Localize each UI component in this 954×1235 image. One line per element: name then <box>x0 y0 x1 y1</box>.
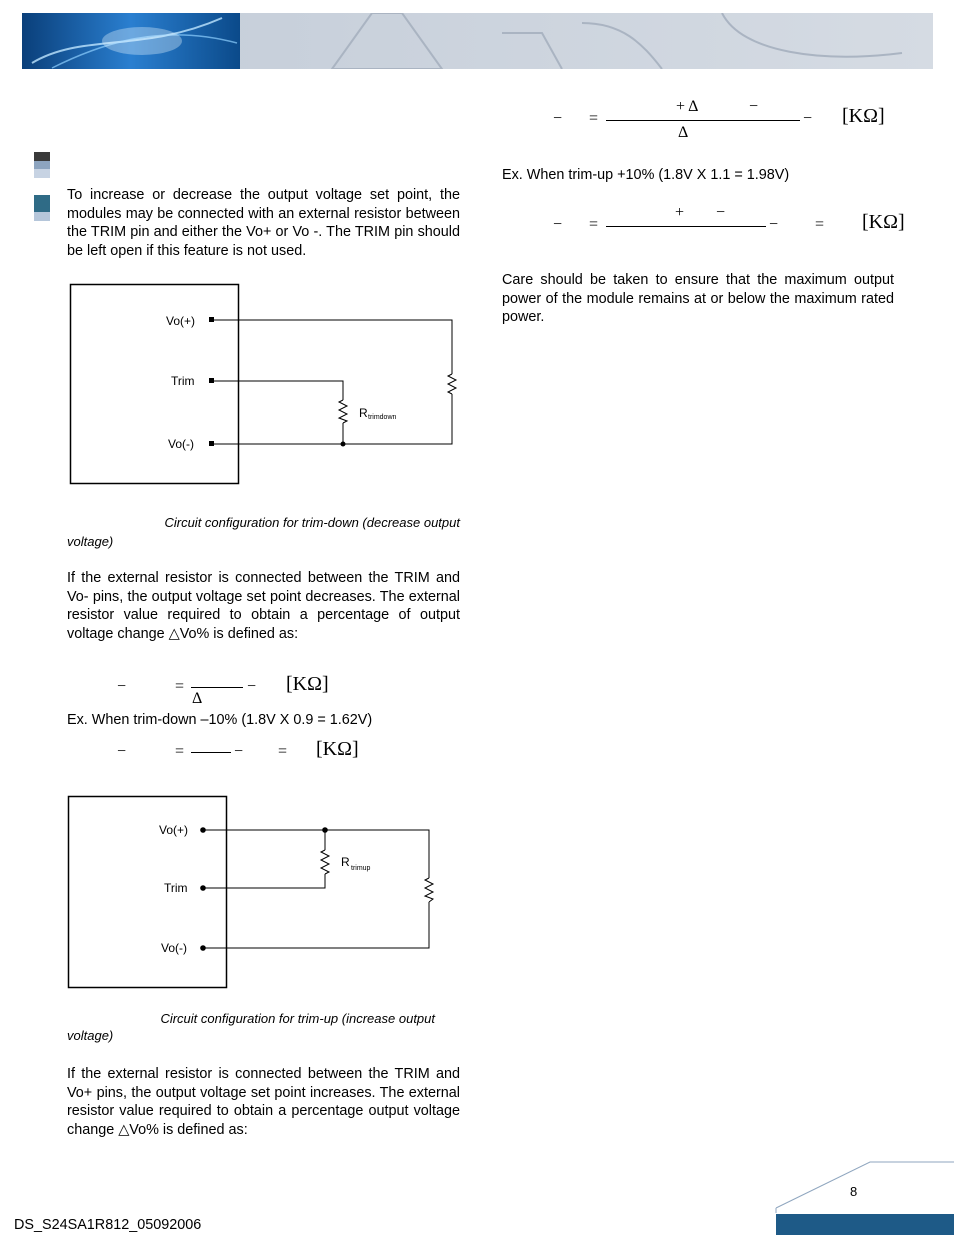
example-trim-down: Ex. When trim-down –10% (1.8V X 0.9 = 1.62V) <box>67 712 373 728</box>
section-marker-icon <box>34 195 50 221</box>
resistor-subscript: trimup <box>351 865 371 872</box>
figure-caption-down-line1: Circuit configuration for trim-down (decrease output <box>164 515 460 530</box>
care-paragraph: Care should be taken to ensure that the maximum output power of the module remains at or below the maximum rated power. <box>502 272 894 326</box>
trim-up-tail: Vo% is defined as: <box>129 1121 248 1138</box>
equation-trim-up-example: − = + − − = [KΩ] <box>553 204 905 233</box>
pin-label-vo-minus: Vo(-) <box>168 437 195 451</box>
page-number: 8 <box>850 1184 858 1199</box>
resistor-subscript: trimdown <box>368 414 397 421</box>
section-marker-icon <box>34 152 50 178</box>
trim-resistor <box>321 850 329 874</box>
load-resistor <box>425 878 433 902</box>
resistor-label: R <box>341 855 350 869</box>
trim-up-circuit-diagram <box>60 790 470 995</box>
trim-resistor <box>339 400 347 423</box>
pin-label-vo-plus: Vo(+) <box>159 823 189 837</box>
pin-dot <box>209 441 214 446</box>
pin-dot <box>209 378 214 383</box>
trim-up-paragraph <box>67 1065 460 1139</box>
footer-corner-graphic <box>774 1158 954 1235</box>
pin-label-trim: Trim <box>164 881 188 895</box>
module-box <box>69 797 227 988</box>
equation-trim-up: − = + Δ − Δ − [KΩ] <box>553 98 885 141</box>
delta-triangle-icon: △ <box>168 625 180 642</box>
equation-trim-down-example: − = − = [KΩ] <box>117 738 359 760</box>
delta-triangle-icon: △ <box>118 1121 130 1138</box>
figure-caption-up-line1: Circuit configuration for trim-up (increase output <box>160 1011 435 1026</box>
example-trim-up: Ex. When trim-up +10% (1.8V X 1.1 = 1.98V) <box>502 167 790 183</box>
trim-up-text: If the external resistor is connected between the TRIM and Vo+ pins, the output voltage set point increases. The external resistor value required to obtain a percentage output voltage change <box>67 1066 460 1138</box>
resistor-label: R <box>359 406 368 420</box>
pin-label-trim: Trim <box>171 374 195 388</box>
document-id: DS_S24SA1R812_05092006 <box>14 1217 202 1233</box>
load-resistor <box>448 374 456 394</box>
trim-down-circuit-diagram <box>60 278 470 493</box>
pin-dot <box>209 317 214 322</box>
module-box <box>71 285 239 484</box>
equation-trim-down: − = Δ − [KΩ] <box>117 673 329 707</box>
header-banner <box>22 13 933 69</box>
trim-down-paragraph <box>67 569 460 643</box>
trim-down-tail: Vo% is defined as: <box>179 625 299 642</box>
figure-caption-down-line2: voltage) <box>67 534 114 549</box>
banner-graphic <box>22 13 933 69</box>
pin-label-vo-plus: Vo(+) <box>166 314 196 328</box>
intro-paragraph: To increase or decrease the output voltage set point, the modules may be connected with an external resistor between the TRIM pin and either the Vo+ or Vo -. The TRIM pin should be left open if this feature is not used. <box>67 187 460 259</box>
pin-label-vo-minus: Vo(-) <box>161 941 188 955</box>
figure-caption-up-line2: voltage) <box>67 1028 114 1043</box>
trim-down-text: If the external resistor is connected between the TRIM and Vo- pins, the output voltage set point decreases. The external resistor value required to obtain a percentage of output voltage change <box>67 570 460 642</box>
